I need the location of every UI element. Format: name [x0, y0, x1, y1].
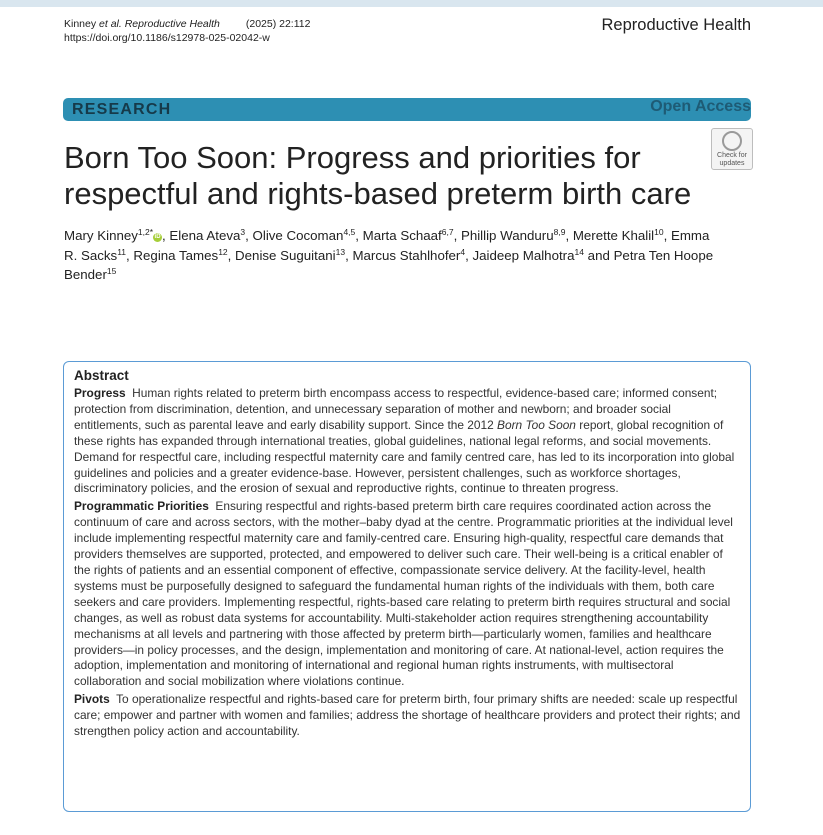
- author-affiliation: 10: [654, 227, 664, 237]
- author-affiliation: 8,9: [553, 227, 566, 237]
- author[interactable]: [352, 248, 465, 263]
- author-connector: and: [587, 247, 610, 263]
- check-updates-line1: Check for: [717, 152, 747, 159]
- author-name: Emma R. Sacks: [64, 228, 710, 263]
- orcid-icon[interactable]: iD: [154, 234, 161, 240]
- article-type-banner: [63, 98, 751, 121]
- author-name: Phillip Wanduru: [460, 228, 554, 243]
- author[interactable]: [64, 228, 162, 243]
- progress-text-pre: Human rights related to preterm birth encompass access to respectful, evidence-based care; informed consent; protection from discrimination, detention, and unnecessary separation of mother and newborn; and broader social entitlements, such as parental leave and early disability support. Since the 2012: [74, 386, 718, 432]
- journal-name: Reproductive Health: [601, 16, 751, 34]
- author-name: Merette Khalil: [572, 228, 655, 243]
- author[interactable]: [253, 228, 356, 243]
- author-affiliation: 4: [460, 246, 466, 257]
- open-access-label: Open Access: [650, 98, 751, 115]
- author-name: Petra Ten Hoope Bender: [64, 247, 714, 282]
- abstract-heading: Abstract: [74, 368, 129, 383]
- check-updates-line2: updates: [719, 160, 745, 167]
- progress-label: Progress: [74, 386, 126, 400]
- author[interactable]: [472, 248, 583, 263]
- author-affiliation: 3: [240, 227, 246, 237]
- pivots-label: Pivots: [74, 692, 110, 707]
- check-for-updates-icon[interactable]: [711, 128, 753, 170]
- author[interactable]: [235, 248, 345, 263]
- top-band: [0, 0, 823, 7]
- author-name: Olive Cocoman: [252, 228, 344, 243]
- citation-header: [64, 17, 310, 45]
- author[interactable]: [169, 228, 245, 243]
- author-affiliation: 6,7: [441, 227, 454, 237]
- abstract-priorities: [74, 499, 741, 690]
- article-title: Born Too Soon: Progress and priorities for respectful and rights-based preterm birth care: [64, 140, 692, 211]
- priorities-text: Ensuring respectful and rights-based preterm birth care requires coordinated action across the continuum of care and across sectors, with the mother–baby dyad at the centre. Programmatic priorities at the individual level include implementing respectful maternity care and family-centred care. Ensuring high-quality, respectful care demands that providers themselves are supported, protected, and empowered to deliver such care. Their well-being is a critical enabler of the rights of patients and an essential component of effective, compassionate service delivery. At the facility-level, health systems must be purposefully designed to safeguard the fundamental human rights of the individuals with them, both care seekers and care providers. Implementing respectful, rights-based care relating to preterm birth requires structural and social changes, as well as robust data systems for accountability. Multi-stakeholder action requires strengthening accountability mechanisms at all levels and partnering with those affected by preterm birth—particularly women, families and healthcare providers—in policy processes, and the design, implementation and monitoring of care. At national-level, action requires the adoption, implementation and monitoring of international and regional human rights instruments, with multisectoral collaboration and social mobilization where violations continue.: [74, 499, 733, 689]
- author-name: Mary Kinney: [64, 228, 138, 243]
- author-affiliation: 13: [335, 246, 346, 257]
- author[interactable]: [133, 248, 227, 263]
- abstract-box: [63, 361, 751, 812]
- author[interactable]: [461, 228, 565, 243]
- author[interactable]: [363, 228, 454, 243]
- author-name: Elena Ateva: [169, 228, 241, 243]
- author-name: Marcus Stahlhofer: [352, 247, 461, 263]
- author-affiliation: 1,2*: [137, 227, 154, 237]
- author-list: Mary Kinney$^{1,2*}$ iD , Elena Ateva$^3$, Olive Cocoman$^{4,5}$, Marta Schaaf$^{6,7}$, Phillip Wanduru$^{8,9}$, Merette Khalil$^{10}$, Emma R. Sacks$^{11}$, Regina Tames$^{12}$, Denise Suguitani$^{13}$, Marcus Stahlhofer$^4$, Jaideep Malhotra$^{14}$ and Petra Ten Hoope Bender$^{15}$: [64, 227, 714, 282]
- year-volume: (2025) 22:112: [245, 18, 311, 30]
- progress-text-italic: Born Too Soon: [497, 417, 576, 432]
- author-affiliation: 11: [117, 246, 127, 257]
- author-affiliation: 15: [106, 266, 117, 276]
- abstract-progress: [74, 386, 741, 497]
- author[interactable]: [573, 228, 664, 243]
- et-al: et al.: [99, 18, 122, 30]
- progress-text-post: report, global recognition of these rights has expanded through international treaties, global guidelines, national legal reforms, and social movements. Demand for respectful care, including respectful maternity care and family centred care, has led to its incorporation into global guidelines and policies and a greater evidence-base. However, persistent challenges, such as workforce shortages, discriminatory policies, and the erosion of sexual and reproductive rights, continue to threaten progress.: [74, 417, 735, 496]
- author-affiliation: 14: [574, 246, 584, 257]
- author-name: Marta Schaaf: [362, 228, 442, 243]
- author-short: Kinney: [64, 18, 97, 30]
- author-name: Regina Tames: [133, 247, 219, 263]
- author-affiliation: 12: [218, 246, 228, 257]
- author-name: Denise Suguitani: [235, 247, 336, 263]
- abstract-pivots: [74, 692, 741, 740]
- author-affiliation: 4,5: [343, 227, 356, 237]
- article-type-label: RESEARCH: [72, 101, 172, 118]
- author-name: Jaideep Malhotra: [472, 247, 575, 263]
- priorities-label: Programmatic Priorities: [74, 499, 209, 514]
- journal-abbr: Reproductive Health: [124, 18, 220, 30]
- pivots-text: To operationalize respectful and rights-based care for preterm birth, four primary shifts are needed: scale up respectful care; empower and partner with women and families; address the shortage of healthcare providers and protect their rights; and strengthen policy action and accountability.: [74, 692, 741, 739]
- check-updates-circle: [722, 131, 742, 151]
- doi-link[interactable]: https://doi.org/10.1186/s12978-025-02042-w: [64, 32, 270, 44]
